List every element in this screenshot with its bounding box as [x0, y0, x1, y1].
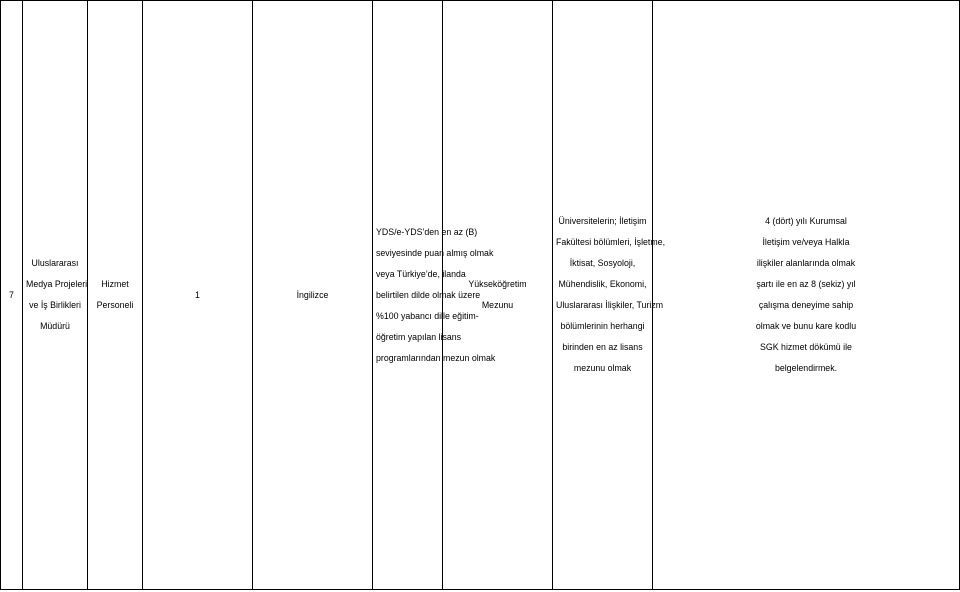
row-number: 7 — [1, 1, 23, 590]
text-line: Uluslararası İlişkiler, Turizm — [556, 300, 664, 310]
text-line: Fakültesi bölümleri, İşletme, — [556, 237, 666, 247]
text-line: YDS/e-YDS’den en az (B) — [376, 226, 478, 237]
text-line: SGK hizmet dökümü ile — [760, 342, 852, 352]
text-line: mezunu olmak — [573, 363, 632, 373]
education-department — [553, 1, 666, 590]
text-line: olmak ve bunu kare kodlu — [755, 321, 857, 331]
staff-class — [88, 1, 143, 590]
text-line: Üniversitelerin; İletişim — [558, 216, 647, 226]
text-line: seviyesinde puan almış olmak — [376, 247, 494, 258]
text-line: Hizmet — [101, 279, 129, 289]
text-line: ve İş Birlikleri — [29, 300, 81, 310]
text-line: çalışma deneyime sahip — [758, 300, 854, 310]
text-line: belgelendirmek. — [774, 363, 838, 373]
text-line: şartı ile en az 8 (sekiz) yıl — [756, 279, 856, 289]
text-line: programlarından mezun olmak — [376, 352, 496, 363]
text-line: İktisat, Sosyoloji, — [569, 258, 636, 268]
text-line: 4 (dört) yılı Kurumsal — [765, 216, 847, 226]
text-line: Yükseköğretim — [468, 279, 527, 289]
experience-requirement — [653, 1, 960, 590]
text-line: Müdürü — [40, 321, 70, 331]
text-line: birinden en az lisans — [562, 342, 643, 352]
text-line: Uluslararası — [31, 258, 79, 268]
text-line: İletişim ve/veya Halkla — [762, 237, 850, 247]
text-line: Medya Projeleri — [26, 279, 88, 289]
text-line: belirtilen dilde olmak üzere — [376, 289, 481, 300]
foreign-language: İngilizce — [253, 1, 373, 590]
text-line: öğretim yapılan lisans — [376, 331, 462, 342]
table-row — [1, 1, 960, 590]
text-line: veya Türkiye’de, ilanda — [376, 268, 466, 279]
language-score — [373, 1, 496, 590]
text-line: bölümlerinin herhangi — [560, 321, 645, 331]
text-line: ilişkiler alanlarında olmak — [756, 258, 856, 268]
text-line: Mezunu — [481, 300, 514, 310]
text-line: Personeli — [96, 300, 134, 310]
position-count: 1 — [143, 1, 253, 590]
text-line: Mühendislik, Ekonomi, — [558, 279, 647, 289]
text-line: %100 yabancı dille eğitim- — [376, 310, 479, 321]
position-title — [23, 1, 88, 590]
